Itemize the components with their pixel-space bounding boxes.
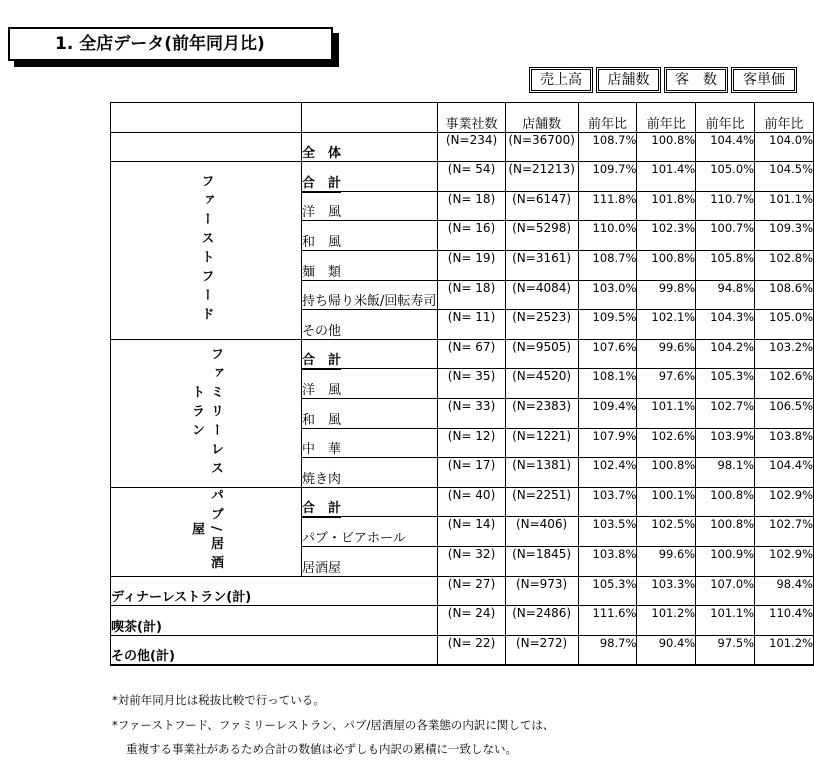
table-row: ディナーレストラン(計) (N= 27) (N=973) 105.3% 103.3% 107.0% 98.4% [111,576,813,606]
table-row: ファーストフード 合 計 (N= 54) (N=21213) 109.7% 101.4% 105.0% 104.5% [111,162,814,192]
table-row: 和 風 (N= 16) (N=5298) 110.0% 102.3% 100.7% 109.3% [302,221,813,250]
header-label-blank [302,103,438,133]
table-row: 持ち帰り米飯/回転寿司 (N= 18) (N=4084) 103.0% 99.8% 94.8% 108.6% [302,280,813,310]
table-row: 居酒屋 (N= 32) (N=1845) 103.8% 99.6% 100.9% 102.9% [302,546,813,576]
metric-header-unit-price: 客単価 [731,67,797,93]
row-label: 全 体 [302,132,438,162]
header-companies: 事業社数 [438,103,505,133]
note-duplicate: 重複する事業社があるため合計の数値は必ずしも内訳の累積に一致しない。 [126,742,517,756]
category-family-restaurant: ファミリーレストラン [111,339,302,487]
value-cell: 100.8% [637,132,696,162]
row-label: 合 計 [302,162,438,192]
note-breakdown: *ファーストフード、ファミリーレストラン、パブ/居酒屋の各業態の内訳に関しては、 [112,718,555,732]
value-cell: 108.7% [578,132,637,162]
value-cell: 104.4% [696,132,755,162]
table-row: 和 風 (N= 33) (N=2383) 109.4% 101.1% 102.7% 106.5% [302,398,813,428]
stores-cell: (N=36700) [505,132,578,162]
table-row: パブ/居酒屋 合 計 (N= 40) (N=2251) 103.7% 100.1% 100.8% 102.9% [111,487,814,517]
table-row: その他(計) (N= 22) (N=272) 98.7% 90.4% 97.5% 101.2% [111,635,813,664]
table-row: 喫茶(計) (N= 24) (N=2486) 111.6% 101.2% 101.1% 110.4% [111,606,813,635]
header-store-count: 店舗数 [505,103,578,133]
header-yoy-stores: 前年比 [637,103,696,133]
table-row: 焼き肉 (N= 17) (N=1381) 102.4% 100.8% 98.1% 104.4% [302,458,813,487]
title-box [8,27,333,61]
header-yoy-unit-price: 前年比 [755,103,814,133]
table-row: 洋 風 (N= 35) (N=4520) 108.1% 97.6% 105.3% 102.6% [302,369,813,398]
table-row: 洋 風 (N= 18) (N=6147) 111.8% 101.8% 110.7% 101.1% [302,191,813,221]
table-row [111,132,814,162]
header-row [111,103,814,133]
table-row: 麺 類 (N= 19) (N=3161) 108.7% 100.8% 105.8% 102.8% [302,250,813,280]
header-yoy-customers: 前年比 [696,103,755,133]
corner-blank [111,103,302,133]
category-pub: パブ/居酒屋 [111,487,302,576]
table-row: ファミリーレストラン 合 計 (N= 67) (N=9505) 107.6% 99.6% 104.2% 103.2% [111,339,814,369]
value-cell: 104.0% [755,132,814,162]
metric-header-sales: 売上高 [529,67,593,93]
metric-header-customers: 客 数 [664,67,728,93]
page-title: 1. 全店データ(前年同月比) [55,34,265,54]
companies-cell: (N=234) [438,132,505,162]
table-row: その他 (N= 11) (N=2523) 109.5% 102.1% 104.3% 105.0% [302,310,813,339]
header-yoy-sales: 前年比 [578,103,637,133]
table-row: 中 華 (N= 12) (N=1221) 107.9% 102.6% 103.9% 103.8% [302,428,813,458]
table-row: パブ・ビアホール (N= 14) (N=406) 103.5% 102.5% 100.8% 102.7% [302,517,813,546]
data-table [110,102,814,666]
note-tax: *対前年同月比は税抜比較で行っている。 [112,693,325,707]
metric-header-stores: 店舗数 [596,67,661,93]
category-fast-food: ファーストフード [111,162,302,340]
